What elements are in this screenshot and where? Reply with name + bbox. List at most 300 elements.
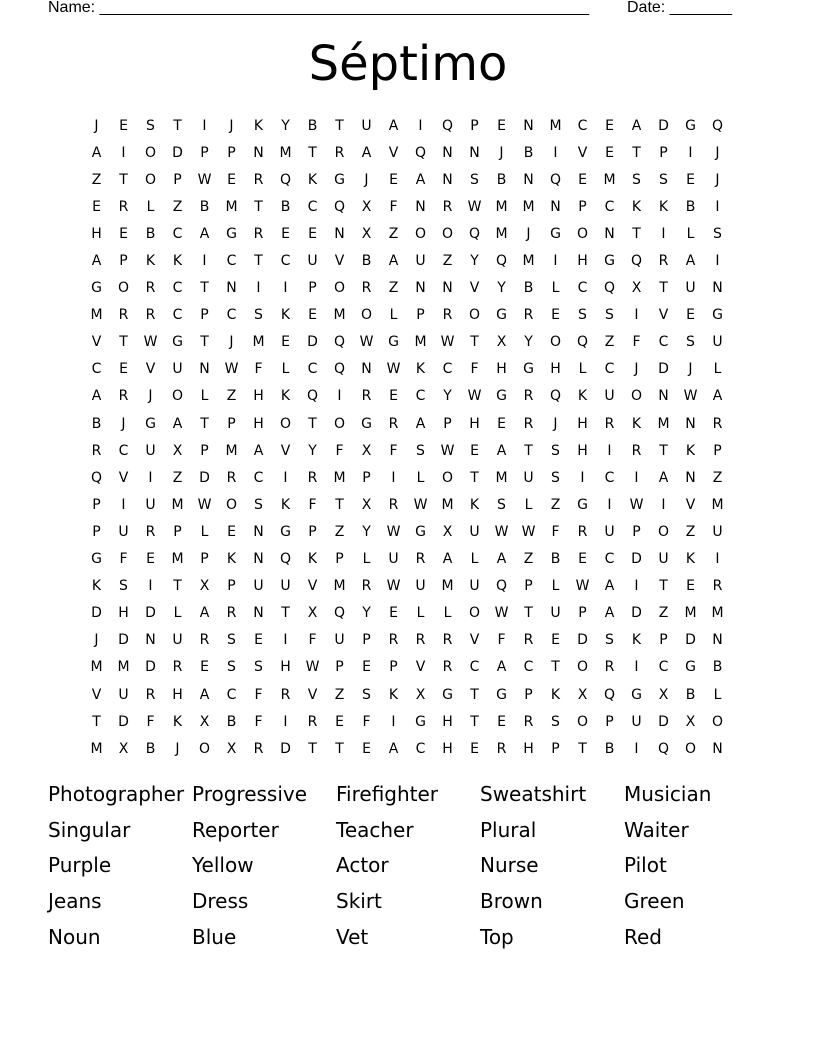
- grid-letter: D: [658, 713, 669, 730]
- grid-letter: N: [145, 632, 156, 649]
- grid-letter: R: [442, 198, 453, 215]
- grid-letter: L: [470, 551, 479, 568]
- grid-letter: N: [415, 198, 426, 215]
- grid-letter: S: [659, 171, 668, 188]
- grid-letter: S: [686, 334, 695, 351]
- grid-letter: L: [146, 198, 155, 215]
- grid-letter: K: [226, 551, 237, 568]
- grid-letter: U: [523, 469, 534, 486]
- grid-letter: T: [200, 280, 209, 297]
- page-title: Séptimo: [308, 36, 508, 92]
- grid-letter: C: [415, 740, 426, 757]
- grid-letter: V: [91, 686, 102, 703]
- word-list-item: Sweatshirt: [480, 781, 587, 806]
- grid-letter: P: [632, 523, 641, 540]
- grid-letter: Z: [334, 523, 345, 540]
- grid-letter: M: [549, 117, 562, 134]
- grid-letter: M: [711, 605, 724, 622]
- grid-letter: E: [551, 632, 560, 649]
- grid-letter: A: [91, 253, 102, 270]
- grid-letter: Z: [685, 523, 696, 540]
- grid-letter: J: [688, 361, 693, 378]
- grid-letter: M: [684, 605, 697, 622]
- grid-letter: I: [283, 713, 288, 730]
- grid-letter: K: [388, 686, 399, 703]
- grid-letter: C: [604, 551, 615, 568]
- grid-letter: A: [658, 469, 669, 486]
- grid-letter: P: [173, 171, 182, 188]
- grid-letter: P: [92, 496, 101, 513]
- grid-letter: A: [631, 117, 642, 134]
- grid-letter: V: [145, 361, 156, 378]
- grid-letter: N: [361, 361, 372, 378]
- grid-letter: C: [442, 361, 453, 378]
- grid-letter: R: [145, 280, 156, 297]
- grid-letter: R: [415, 551, 426, 568]
- grid-letter: A: [712, 388, 723, 405]
- grid-letter: G: [496, 686, 507, 703]
- grid-letter: K: [172, 713, 183, 730]
- grid-letter: V: [91, 334, 102, 351]
- grid-letter: T: [119, 171, 128, 188]
- grid-letter: P: [578, 198, 587, 215]
- grid-letter: F: [389, 198, 398, 215]
- grid-letter: Q: [495, 253, 508, 270]
- grid-letter: I: [148, 469, 153, 486]
- grid-letter: N: [226, 280, 237, 297]
- grid-letter: F: [389, 442, 398, 459]
- word-list-item: Top: [480, 925, 514, 950]
- grid-letter: I: [391, 713, 396, 730]
- grid-letter: G: [388, 334, 399, 351]
- grid-letter: Q: [495, 578, 508, 595]
- grid-letter: E: [605, 117, 614, 134]
- grid-letter: N: [253, 605, 264, 622]
- grid-letter: O: [549, 334, 562, 351]
- grid-letter: A: [496, 442, 507, 459]
- grid-letter: C: [172, 280, 183, 297]
- grid-letter: M: [495, 225, 508, 242]
- grid-letter: E: [281, 225, 290, 242]
- grid-letter: G: [334, 171, 345, 188]
- grid-letter: D: [145, 605, 156, 622]
- name-field[interactable]: Name: _______________________________________________________: [48, 0, 589, 16]
- grid-letter: A: [199, 225, 210, 242]
- word-list-item: Green: [624, 889, 685, 914]
- grid-letter: C: [280, 253, 291, 270]
- grid-letter: D: [685, 632, 696, 649]
- grid-letter: E: [119, 117, 128, 134]
- grid-letter: I: [607, 496, 612, 513]
- grid-letter: N: [253, 551, 264, 568]
- grid-letter: R: [577, 523, 588, 540]
- grid-letter: W: [521, 523, 536, 540]
- grid-letter: B: [523, 280, 534, 297]
- grid-letter: P: [416, 307, 425, 324]
- grid-letter: M: [252, 334, 265, 351]
- grid-letter: T: [470, 713, 479, 730]
- word-list-item: Singular: [48, 817, 131, 842]
- grid-letter: R: [388, 415, 399, 432]
- grid-letter: F: [308, 632, 317, 649]
- grid-letter: H: [550, 361, 561, 378]
- grid-letter: O: [576, 225, 589, 242]
- grid-letter: L: [281, 361, 290, 378]
- grid-letter: K: [91, 578, 102, 595]
- grid-letter: U: [172, 361, 183, 378]
- grid-letter: R: [253, 740, 264, 757]
- grid-letter: Y: [308, 442, 317, 459]
- grid-letter: R: [91, 442, 102, 459]
- grid-letter: M: [333, 578, 346, 595]
- grid-letter: U: [388, 551, 399, 568]
- grid-letter: U: [307, 253, 318, 270]
- grid-letter: R: [712, 415, 723, 432]
- grid-letter: B: [361, 253, 372, 270]
- grid-letter: W: [143, 334, 158, 351]
- grid-letter: W: [386, 523, 401, 540]
- grid-letter: I: [580, 469, 585, 486]
- grid-letter: V: [469, 280, 480, 297]
- grid-letter: I: [715, 198, 720, 215]
- grid-letter: L: [686, 225, 695, 242]
- grid-letter: W: [197, 171, 212, 188]
- grid-letter: Q: [630, 253, 643, 270]
- grid-letter: T: [551, 659, 560, 676]
- grid-letter: U: [604, 388, 615, 405]
- grid-letter: X: [496, 334, 507, 351]
- grid-letter: E: [308, 225, 317, 242]
- grid-letter: P: [362, 469, 371, 486]
- grid-letter: A: [415, 171, 426, 188]
- grid-letter: N: [253, 144, 264, 161]
- grid-letter: P: [200, 442, 209, 459]
- grid-letter: O: [198, 740, 211, 757]
- grid-letter: F: [254, 713, 263, 730]
- word-list-item: Firefighter: [336, 781, 439, 806]
- grid-letter: D: [658, 117, 669, 134]
- grid-letter: O: [441, 225, 454, 242]
- grid-letter: R: [145, 686, 156, 703]
- grid-letter: M: [522, 253, 535, 270]
- grid-letter: C: [523, 659, 534, 676]
- grid-letter: R: [712, 578, 723, 595]
- grid-letter: S: [119, 578, 128, 595]
- grid-letter: I: [715, 253, 720, 270]
- grid-letter: P: [308, 280, 317, 297]
- grid-letter: G: [280, 523, 291, 540]
- grid-letter: M: [495, 198, 508, 215]
- grid-letter: P: [524, 686, 533, 703]
- grid-letter: M: [441, 578, 454, 595]
- grid-letter: O: [576, 659, 589, 676]
- grid-letter: X: [361, 442, 372, 459]
- word-list-item: Dress: [192, 889, 249, 914]
- grid-letter: I: [553, 253, 558, 270]
- grid-letter: J: [553, 415, 558, 432]
- grid-letter: K: [631, 632, 642, 649]
- grid-letter: Y: [524, 334, 533, 351]
- grid-letter: F: [632, 334, 641, 351]
- grid-letter: K: [415, 361, 426, 378]
- grid-letter: V: [307, 686, 318, 703]
- grid-letter: J: [715, 171, 720, 188]
- grid-letter: B: [145, 740, 156, 757]
- grid-letter: R: [523, 632, 534, 649]
- grid-letter: T: [470, 334, 479, 351]
- grid-letter: G: [577, 496, 588, 513]
- grid-letter: C: [658, 334, 669, 351]
- grid-letter: Y: [443, 388, 452, 405]
- word-list-item: Yellow: [192, 853, 254, 878]
- grid-letter: G: [145, 415, 156, 432]
- grid-letter: A: [388, 740, 399, 757]
- grid-letter: O: [684, 740, 697, 757]
- grid-letter: P: [227, 578, 236, 595]
- grid-letter: M: [657, 415, 670, 432]
- grid-letter: T: [308, 415, 317, 432]
- grid-letter: R: [253, 225, 264, 242]
- grid-letter: G: [523, 361, 534, 378]
- grid-letter: H: [496, 361, 507, 378]
- grid-letter: F: [119, 551, 128, 568]
- grid-letter: U: [145, 496, 156, 513]
- grid-letter: I: [148, 578, 153, 595]
- grid-letter: D: [280, 740, 291, 757]
- grid-letter: M: [90, 740, 103, 757]
- grid-letter: S: [362, 686, 371, 703]
- grid-letter: E: [551, 307, 560, 324]
- grid-letter: T: [578, 740, 587, 757]
- grid-letter: R: [442, 632, 453, 649]
- grid-letter: I: [121, 144, 126, 161]
- grid-letter: V: [280, 442, 291, 459]
- grid-letter: E: [227, 523, 236, 540]
- word-list-item: Musician: [624, 781, 712, 806]
- grid-letter: U: [145, 442, 156, 459]
- grid-letter: T: [308, 740, 317, 757]
- grid-letter: Z: [388, 225, 399, 242]
- grid-letter: H: [577, 442, 588, 459]
- date-field[interactable]: Date: _______: [627, 0, 732, 16]
- grid-letter: O: [171, 388, 184, 405]
- grid-letter: N: [712, 280, 723, 297]
- grid-letter: G: [442, 686, 453, 703]
- grid-letter: S: [578, 307, 587, 324]
- word-list-item: Skirt: [336, 889, 382, 914]
- grid-letter: I: [634, 740, 639, 757]
- grid-letter: H: [91, 225, 102, 242]
- grid-letter: B: [604, 740, 615, 757]
- grid-letter: R: [442, 307, 453, 324]
- grid-letter: L: [578, 361, 587, 378]
- grid-letter: K: [307, 551, 318, 568]
- grid-letter: Z: [712, 469, 723, 486]
- grid-letter: R: [604, 659, 615, 676]
- grid-letter: I: [634, 469, 639, 486]
- grid-letter: T: [173, 578, 182, 595]
- grid-letter: E: [686, 307, 695, 324]
- grid-letter: G: [226, 225, 237, 242]
- grid-letter: E: [92, 198, 101, 215]
- grid-letter: J: [148, 388, 153, 405]
- word-list-item: Brown: [480, 889, 543, 914]
- grid-letter: C: [172, 225, 183, 242]
- grid-letter: M: [117, 659, 130, 676]
- grid-letter: V: [307, 578, 318, 595]
- grid-letter: N: [253, 523, 264, 540]
- grid-letter: T: [659, 578, 668, 595]
- grid-letter: O: [711, 713, 724, 730]
- grid-letter: W: [359, 334, 374, 351]
- grid-letter: B: [226, 713, 237, 730]
- grid-letter: B: [307, 117, 318, 134]
- grid-letter: Q: [414, 144, 427, 161]
- grid-letter: S: [227, 659, 236, 676]
- grid-letter: W: [575, 578, 590, 595]
- grid-letter: O: [144, 144, 157, 161]
- grid-letter: Z: [550, 496, 561, 513]
- grid-letter: W: [305, 659, 320, 676]
- grid-letter: C: [604, 198, 615, 215]
- grid-letter: I: [337, 388, 342, 405]
- grid-letter: D: [145, 659, 156, 676]
- grid-letter: Y: [497, 280, 506, 297]
- grid-letter: W: [197, 496, 212, 513]
- grid-letter: M: [171, 496, 184, 513]
- grid-letter: C: [658, 659, 669, 676]
- grid-letter: K: [307, 171, 318, 188]
- grid-letter: C: [415, 388, 426, 405]
- grid-letter: N: [415, 280, 426, 297]
- grid-letter: Q: [711, 117, 724, 134]
- grid-letter: I: [634, 578, 639, 595]
- grid-letter: R: [361, 578, 372, 595]
- grid-letter: R: [604, 415, 615, 432]
- grid-letter: R: [307, 469, 318, 486]
- grid-letter: D: [577, 632, 588, 649]
- grid-letter: V: [334, 253, 345, 270]
- grid-letter: U: [712, 523, 723, 540]
- grid-letter: T: [659, 280, 668, 297]
- grid-letter: U: [253, 578, 264, 595]
- grid-letter: P: [173, 523, 182, 540]
- grid-letter: E: [335, 713, 344, 730]
- grid-letter: N: [523, 171, 534, 188]
- grid-letter: C: [307, 198, 318, 215]
- grid-letter: U: [172, 632, 183, 649]
- grid-letter: K: [685, 551, 696, 568]
- grid-letter: M: [414, 334, 427, 351]
- grid-letter: F: [254, 686, 263, 703]
- grid-letter: O: [144, 171, 157, 188]
- grid-letter: T: [335, 117, 344, 134]
- grid-letter: D: [199, 469, 210, 486]
- grid-letter: A: [172, 415, 183, 432]
- grid-letter: A: [199, 686, 210, 703]
- grid-letter: X: [442, 523, 453, 540]
- grid-letter: R: [145, 307, 156, 324]
- grid-letter: O: [468, 307, 481, 324]
- grid-letter: J: [94, 632, 99, 649]
- grid-letter: O: [117, 280, 130, 297]
- grid-letter: G: [496, 307, 507, 324]
- grid-letter: T: [335, 740, 344, 757]
- grid-letter: H: [253, 388, 264, 405]
- grid-letter: L: [551, 578, 560, 595]
- grid-letter: I: [283, 280, 288, 297]
- grid-letter: E: [578, 171, 587, 188]
- grid-letter: S: [254, 496, 263, 513]
- grid-letter: Z: [523, 551, 534, 568]
- grid-letter: M: [225, 198, 238, 215]
- grid-letter: D: [118, 632, 129, 649]
- grid-letter: N: [442, 171, 453, 188]
- grid-letter: G: [91, 551, 102, 568]
- grid-letter: C: [172, 307, 183, 324]
- grid-letter: A: [91, 144, 102, 161]
- grid-letter: H: [577, 415, 588, 432]
- grid-letter: X: [361, 198, 372, 215]
- grid-letter: I: [634, 307, 639, 324]
- grid-letter: K: [280, 307, 291, 324]
- word-list: [48, 776, 768, 955]
- word-list-item: Jeans: [48, 889, 102, 914]
- word-list-item: Vet: [336, 925, 369, 950]
- grid-letter: J: [175, 740, 180, 757]
- grid-letter: W: [494, 523, 509, 540]
- grid-letter: B: [685, 198, 696, 215]
- grid-letter: M: [711, 496, 724, 513]
- grid-letter: D: [118, 713, 129, 730]
- grid-letter: B: [199, 198, 210, 215]
- grid-letter: E: [497, 117, 506, 134]
- grid-letter: R: [415, 632, 426, 649]
- grid-letter: O: [333, 280, 346, 297]
- grid-letter: I: [607, 442, 612, 459]
- grid-letter: H: [280, 659, 291, 676]
- grid-letter: M: [279, 144, 292, 161]
- grid-letter: B: [712, 659, 723, 676]
- grid-letter: K: [550, 686, 561, 703]
- grid-letter: T: [200, 334, 209, 351]
- grid-letter: N: [550, 198, 561, 215]
- grid-letter: R: [199, 632, 210, 649]
- grid-letter: L: [173, 605, 182, 622]
- grid-letter: I: [418, 117, 423, 134]
- grid-letter: C: [577, 280, 588, 297]
- grid-letter: Z: [388, 280, 399, 297]
- grid-letter: Z: [226, 388, 237, 405]
- grid-letter: I: [553, 144, 558, 161]
- grid-letter: P: [227, 144, 236, 161]
- grid-letter: E: [254, 632, 263, 649]
- grid-letter: W: [386, 578, 401, 595]
- grid-letter: E: [227, 171, 236, 188]
- word-list-item: Purple: [48, 853, 112, 878]
- grid-letter: Z: [658, 605, 669, 622]
- grid-letter: I: [283, 632, 288, 649]
- grid-letter: S: [551, 469, 560, 486]
- grid-letter: T: [119, 334, 128, 351]
- grid-letter: R: [145, 523, 156, 540]
- grid-letter: S: [605, 632, 614, 649]
- grid-letter: T: [659, 442, 668, 459]
- grid-letter: R: [388, 496, 399, 513]
- word-list-item: Progressive: [192, 781, 308, 806]
- grid-letter: T: [254, 198, 263, 215]
- grid-letter: E: [497, 713, 506, 730]
